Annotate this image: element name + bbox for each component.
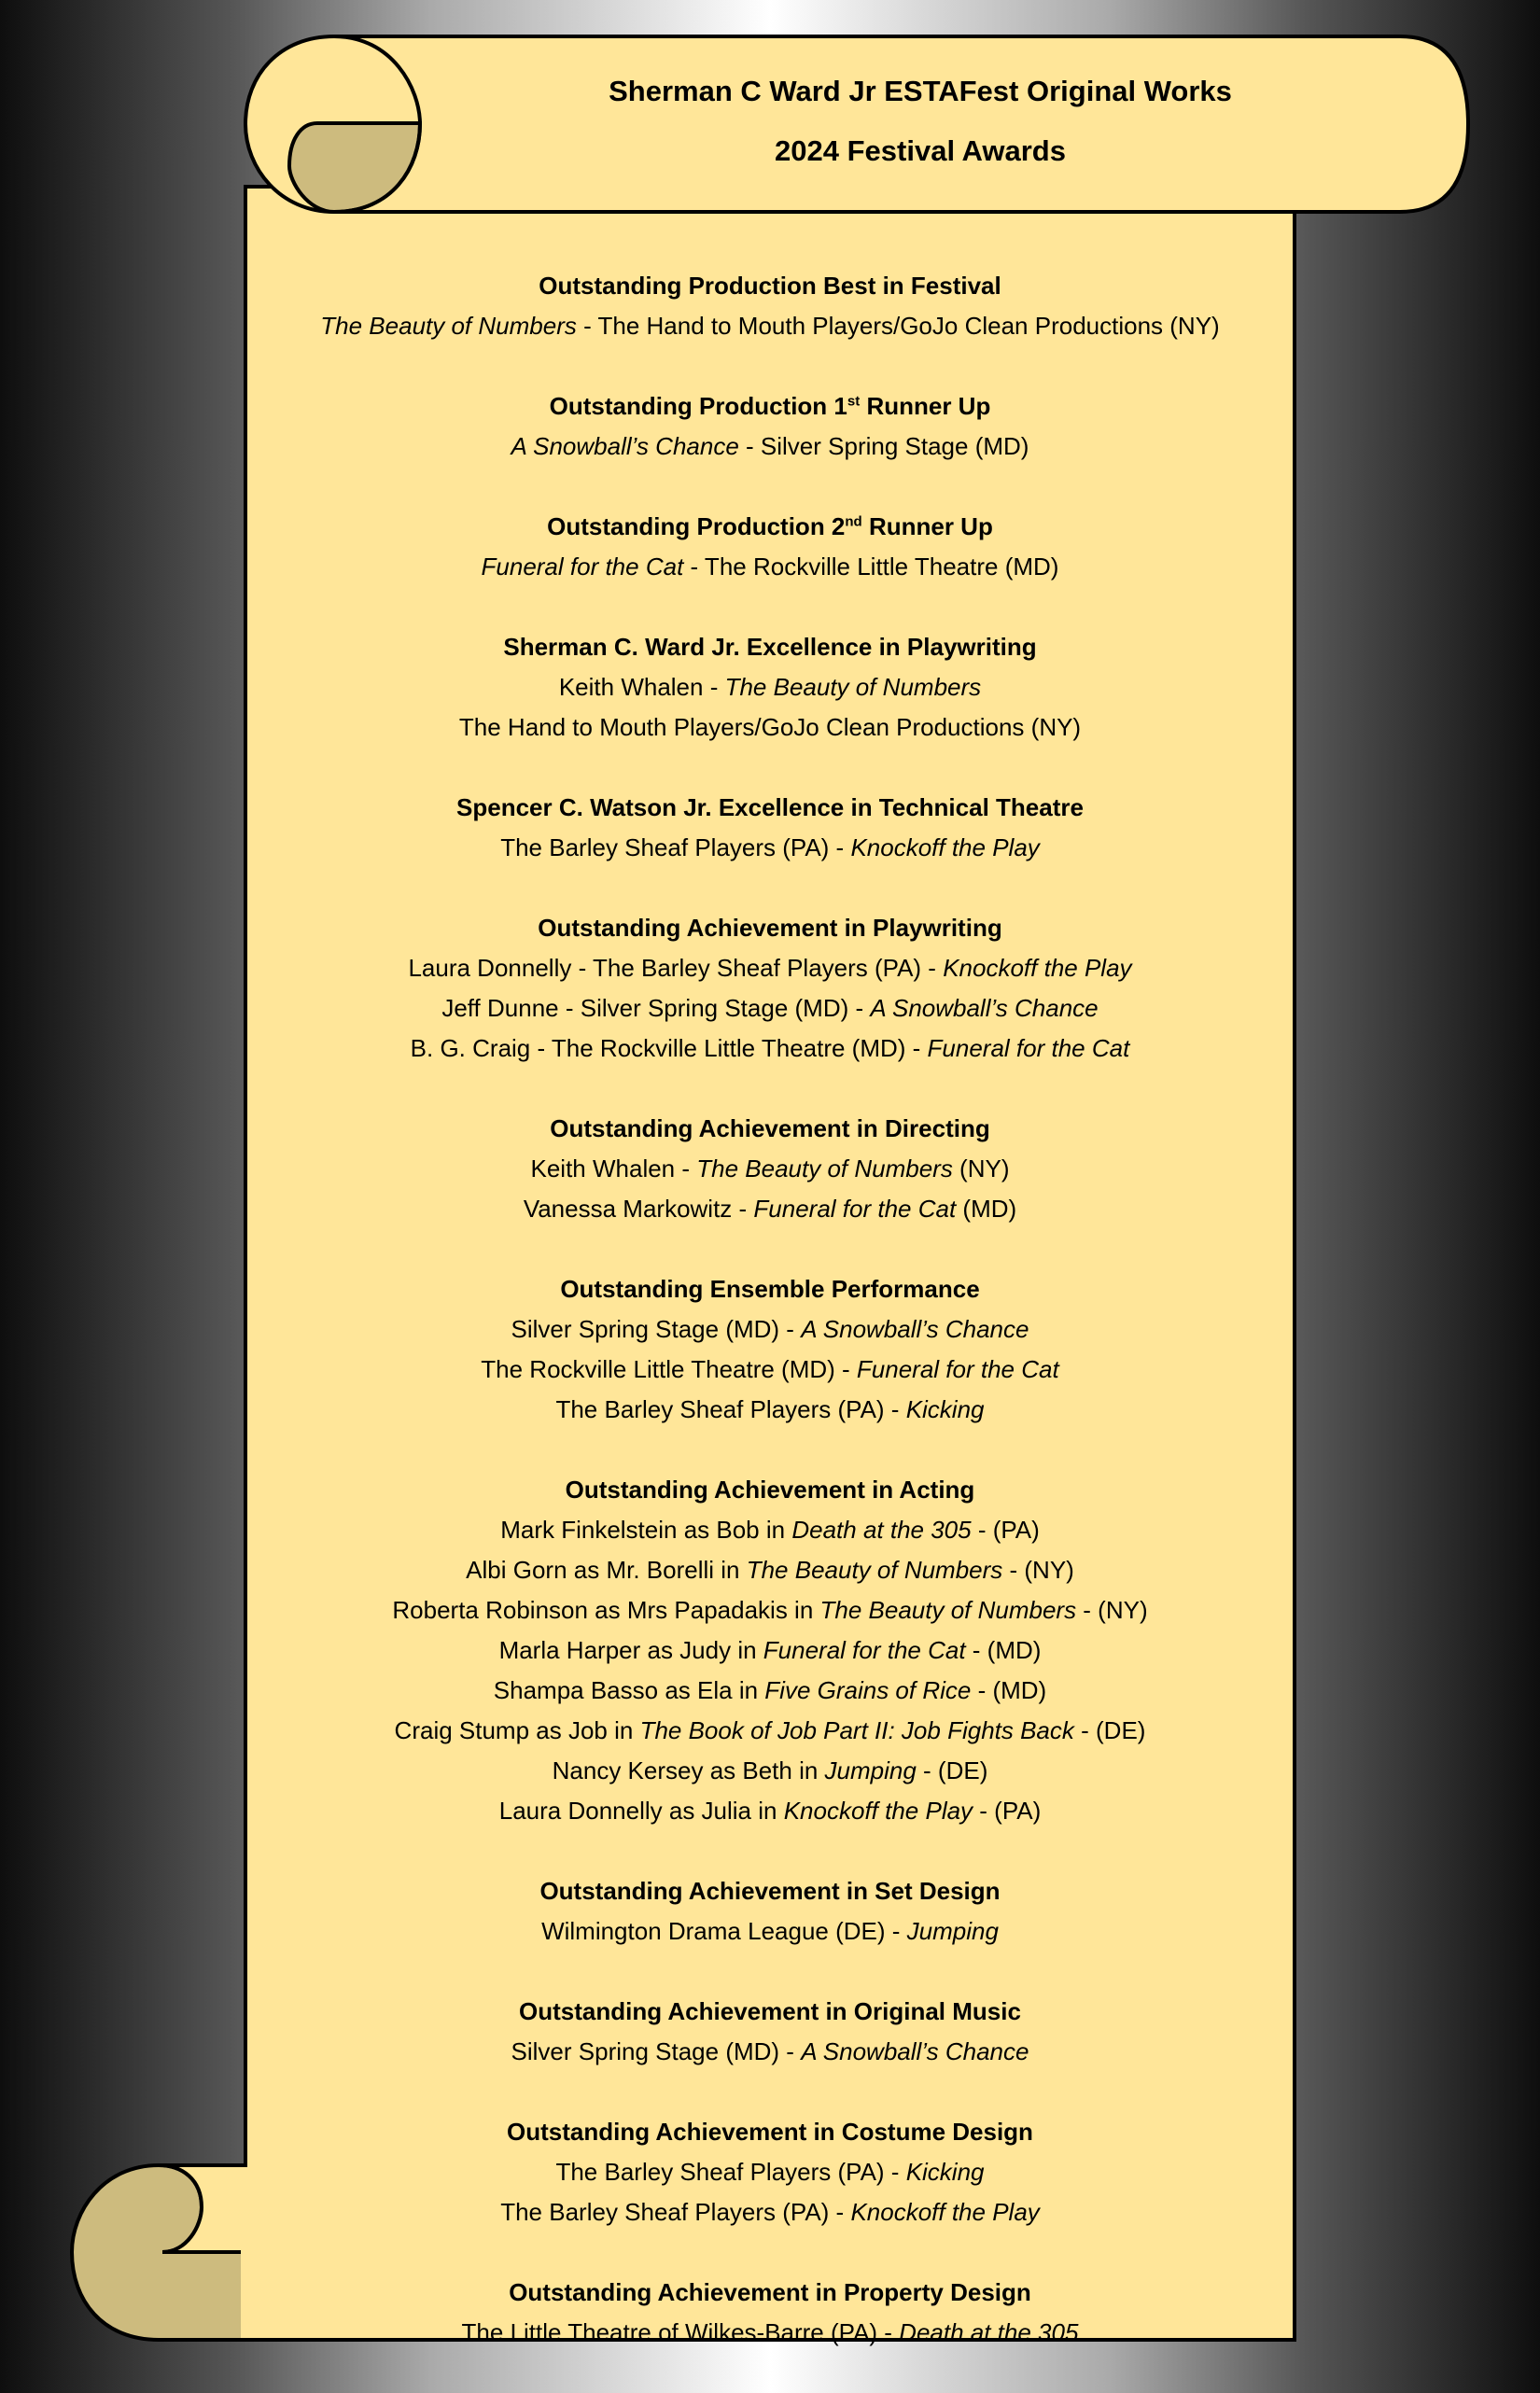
- award-recipient: [245, 2192, 1295, 2232]
- recipient-text: - (DE): [916, 1756, 988, 1784]
- award-heading: [245, 1109, 1295, 1149]
- award-heading: [245, 507, 1295, 547]
- award-recipient: [245, 1671, 1295, 1711]
- recipient-text: Marla Harper as Judy in: [498, 1636, 763, 1664]
- play-title: The Beauty of Numbers: [819, 1596, 1077, 1624]
- heading-text: Spencer C. Watson Jr. Excellence in Technical Theatre: [456, 793, 1084, 821]
- award-heading: [245, 1269, 1295, 1309]
- award-recipient: [245, 988, 1295, 1029]
- award-heading: [245, 1871, 1295, 1911]
- recipient-text: The Rockville Little Theatre (MD) -: [481, 1355, 857, 1383]
- award-heading: [245, 1992, 1295, 2032]
- recipient-text: - (MD): [971, 1676, 1047, 1704]
- award-recipient: [245, 1711, 1295, 1751]
- award-recipient: [245, 306, 1295, 346]
- heading-text: Outstanding Production 2: [547, 512, 846, 540]
- award-recipient: [245, 1550, 1295, 1590]
- recipient-text: The Barley Sheaf Players (PA) -: [555, 1395, 906, 1423]
- heading-text: Sherman C. Ward Jr. Excellence in Playwriting: [503, 633, 1037, 661]
- heading-text: Outstanding Production 1: [549, 392, 847, 420]
- award-section: [245, 266, 1295, 346]
- recipient-text: Silver Spring Stage (MD) -: [511, 2037, 802, 2065]
- recipient-text: - The Hand to Mouth Players/GoJo Clean Productions (NY): [576, 312, 1220, 340]
- play-title: A Snowball’s Chance: [801, 2037, 1029, 2065]
- awards-list: [245, 266, 1295, 2393]
- award-section: [245, 627, 1295, 748]
- recipient-text: - (PA): [971, 1516, 1040, 1544]
- play-title: Knockoff the Play: [850, 2198, 1040, 2226]
- award-heading: [245, 2112, 1295, 2152]
- award-recipient: [245, 1029, 1295, 1069]
- heading-text: Outstanding Ensemble Performance: [560, 1275, 980, 1303]
- recipient-text: Laura Donnelly as Julia in: [498, 1797, 784, 1825]
- recipient-text: Mark Finkelstein as Bob in: [500, 1516, 792, 1544]
- play-title: The Book of Job Part II: Job Fights Back: [639, 1716, 1074, 1744]
- play-title: A Snowball’s Chance: [801, 1315, 1029, 1343]
- award-heading: [245, 386, 1295, 427]
- award-recipient: [245, 1350, 1295, 1390]
- recipient-text: Vanessa Markowitz -: [523, 1195, 754, 1223]
- award-recipient: [245, 2032, 1295, 2072]
- play-title: Five Grains of Rice: [764, 1676, 972, 1704]
- award-recipient: [245, 1390, 1295, 1430]
- play-title: Kicking: [905, 1395, 985, 1423]
- recipient-text: Craig Stump as Job in: [394, 1716, 640, 1744]
- recipient-text: Wilmington Drama League (DE) -: [541, 1917, 907, 1945]
- top-roll: [245, 36, 1468, 212]
- recipient-text: Silver Spring Stage (MD) -: [511, 1315, 802, 1343]
- award-recipient: [245, 667, 1295, 707]
- play-title: Funeral for the Cat: [481, 553, 684, 581]
- play-title: The Beauty of Numbers: [696, 1155, 953, 1183]
- award-recipient: [245, 427, 1295, 467]
- recipient-text: - (NY): [1002, 1556, 1074, 1584]
- heading-text: Outstanding Achievement in Set Design: [539, 1877, 1001, 1905]
- heading-text: Outstanding Achievement in Original Music: [519, 1997, 1021, 2025]
- award-recipient: [245, 828, 1295, 868]
- play-title: Knockoff the Play: [943, 954, 1132, 982]
- award-heading: [245, 627, 1295, 667]
- award-recipient: [245, 948, 1295, 988]
- award-section: [245, 1871, 1295, 1952]
- award-heading: [245, 788, 1295, 828]
- heading-text: Runner Up: [861, 512, 993, 540]
- award-recipient: [245, 1751, 1295, 1791]
- recipient-text: Laura Donnelly - The Barley Sheaf Players (PA) -: [408, 954, 944, 982]
- play-title: The Beauty of Numbers: [746, 1556, 1003, 1584]
- play-title: Funeral for the Cat: [753, 1195, 957, 1223]
- heading-text: Outstanding Achievement in Acting: [565, 1476, 975, 1504]
- recipient-text: Roberta Robinson as Mrs Papadakis in: [392, 1596, 820, 1624]
- award-section: [245, 1109, 1295, 1229]
- play-title: Jumping: [906, 1917, 999, 1945]
- award-section: [245, 2273, 1295, 2353]
- recipient-text: Nancy Kersey as Beth in: [552, 1756, 825, 1784]
- play-title: Funeral for the Cat: [856, 1355, 1059, 1383]
- heading-text: Outstanding Achievement in Directing: [550, 1114, 990, 1142]
- award-section: [245, 2112, 1295, 2232]
- award-recipient: [245, 1791, 1295, 1831]
- heading-text: Outstanding Achievement in Costume Design: [507, 2118, 1033, 2146]
- play-title: Knockoff the Play: [850, 833, 1040, 861]
- recipient-text: The Barley Sheaf Players (PA) -: [500, 2198, 851, 2226]
- recipient-text: - Silver Spring Stage (MD): [738, 432, 1029, 460]
- play-title: Death at the 305: [791, 1516, 972, 1544]
- heading-text: Runner Up: [860, 392, 991, 420]
- recipient-text: Albi Gorn as Mr. Borelli in: [466, 1556, 747, 1584]
- play-title: A Snowball’s Chance: [511, 432, 739, 460]
- award-section: [245, 1992, 1295, 2072]
- page-title: Sherman C Ward Jr ESTAFest Original Works: [609, 75, 1232, 107]
- recipient-text: The Barley Sheaf Players (PA) -: [500, 833, 851, 861]
- award-recipient: [245, 1149, 1295, 1189]
- award-section: [245, 507, 1295, 587]
- recipient-text: Shampa Basso as Ela in: [493, 1676, 765, 1704]
- recipient-text: The Hand to Mouth Players/GoJo Clean Productions (NY): [458, 713, 1082, 741]
- award-heading: [245, 2273, 1295, 2313]
- award-recipient: [245, 2152, 1295, 2192]
- recipient-text: The Barley Sheaf Players (PA) -: [555, 2158, 906, 2186]
- recipient-text: Keith Whalen -: [558, 673, 725, 701]
- award-heading: [245, 908, 1295, 948]
- recipient-text: (NY): [952, 1155, 1010, 1183]
- play-title: Kicking: [905, 2158, 985, 2186]
- recipient-text: The Little Theatre of Wilkes-Barre (PA) -: [461, 2318, 900, 2346]
- award-recipient: [245, 1510, 1295, 1550]
- ordinal-suffix: nd: [845, 513, 862, 530]
- award-recipient: [245, 2313, 1295, 2353]
- play-title: The Beauty of Numbers: [320, 312, 577, 340]
- heading-text: Outstanding Achievement in Property Design: [509, 2278, 1031, 2306]
- play-title: Jumping: [824, 1756, 917, 1784]
- award-recipient: [245, 1630, 1295, 1671]
- award-heading: [245, 1470, 1295, 1510]
- award-recipient: [245, 1590, 1295, 1630]
- award-section: [245, 386, 1295, 467]
- play-title: Knockoff the Play: [783, 1797, 973, 1825]
- award-recipient: [245, 547, 1295, 587]
- play-title: A Snowball’s Chance: [870, 994, 1099, 1022]
- award-recipient: [245, 1189, 1295, 1229]
- award-heading: [245, 266, 1295, 306]
- recipient-text: - (MD): [965, 1636, 1042, 1664]
- award-section: [245, 908, 1295, 1069]
- recipient-text: Keith Whalen -: [530, 1155, 697, 1183]
- award-recipient: [245, 707, 1295, 748]
- award-recipient: [245, 1309, 1295, 1350]
- heading-text: Outstanding Production Best in Festival: [539, 272, 1001, 300]
- recipient-text: - The Rockville Little Theatre (MD): [683, 553, 1059, 581]
- recipient-text: B. G. Craig - The Rockville Little Theatre (MD) -: [410, 1034, 928, 1062]
- ordinal-suffix: st: [847, 393, 861, 410]
- play-title: The Beauty of Numbers: [724, 673, 982, 701]
- award-recipient: [245, 1911, 1295, 1952]
- play-title: Funeral for the Cat: [927, 1034, 1130, 1062]
- heading-text: Outstanding Achievement in Playwriting: [538, 914, 1002, 942]
- page-subtitle: 2024 Festival Awards: [775, 134, 1066, 167]
- recipient-text: (MD): [956, 1195, 1017, 1223]
- recipient-text: - (NY): [1076, 1596, 1148, 1624]
- play-title: Funeral for the Cat: [763, 1636, 966, 1664]
- award-section: [245, 788, 1295, 868]
- play-title: Death at the 305: [899, 2318, 1079, 2346]
- recipient-text: - (PA): [973, 1797, 1042, 1825]
- recipient-text: Jeff Dunne - Silver Spring Stage (MD) -: [441, 994, 871, 1022]
- award-section: [245, 1470, 1295, 1831]
- recipient-text: - (DE): [1073, 1716, 1146, 1744]
- award-section: [245, 1269, 1295, 1430]
